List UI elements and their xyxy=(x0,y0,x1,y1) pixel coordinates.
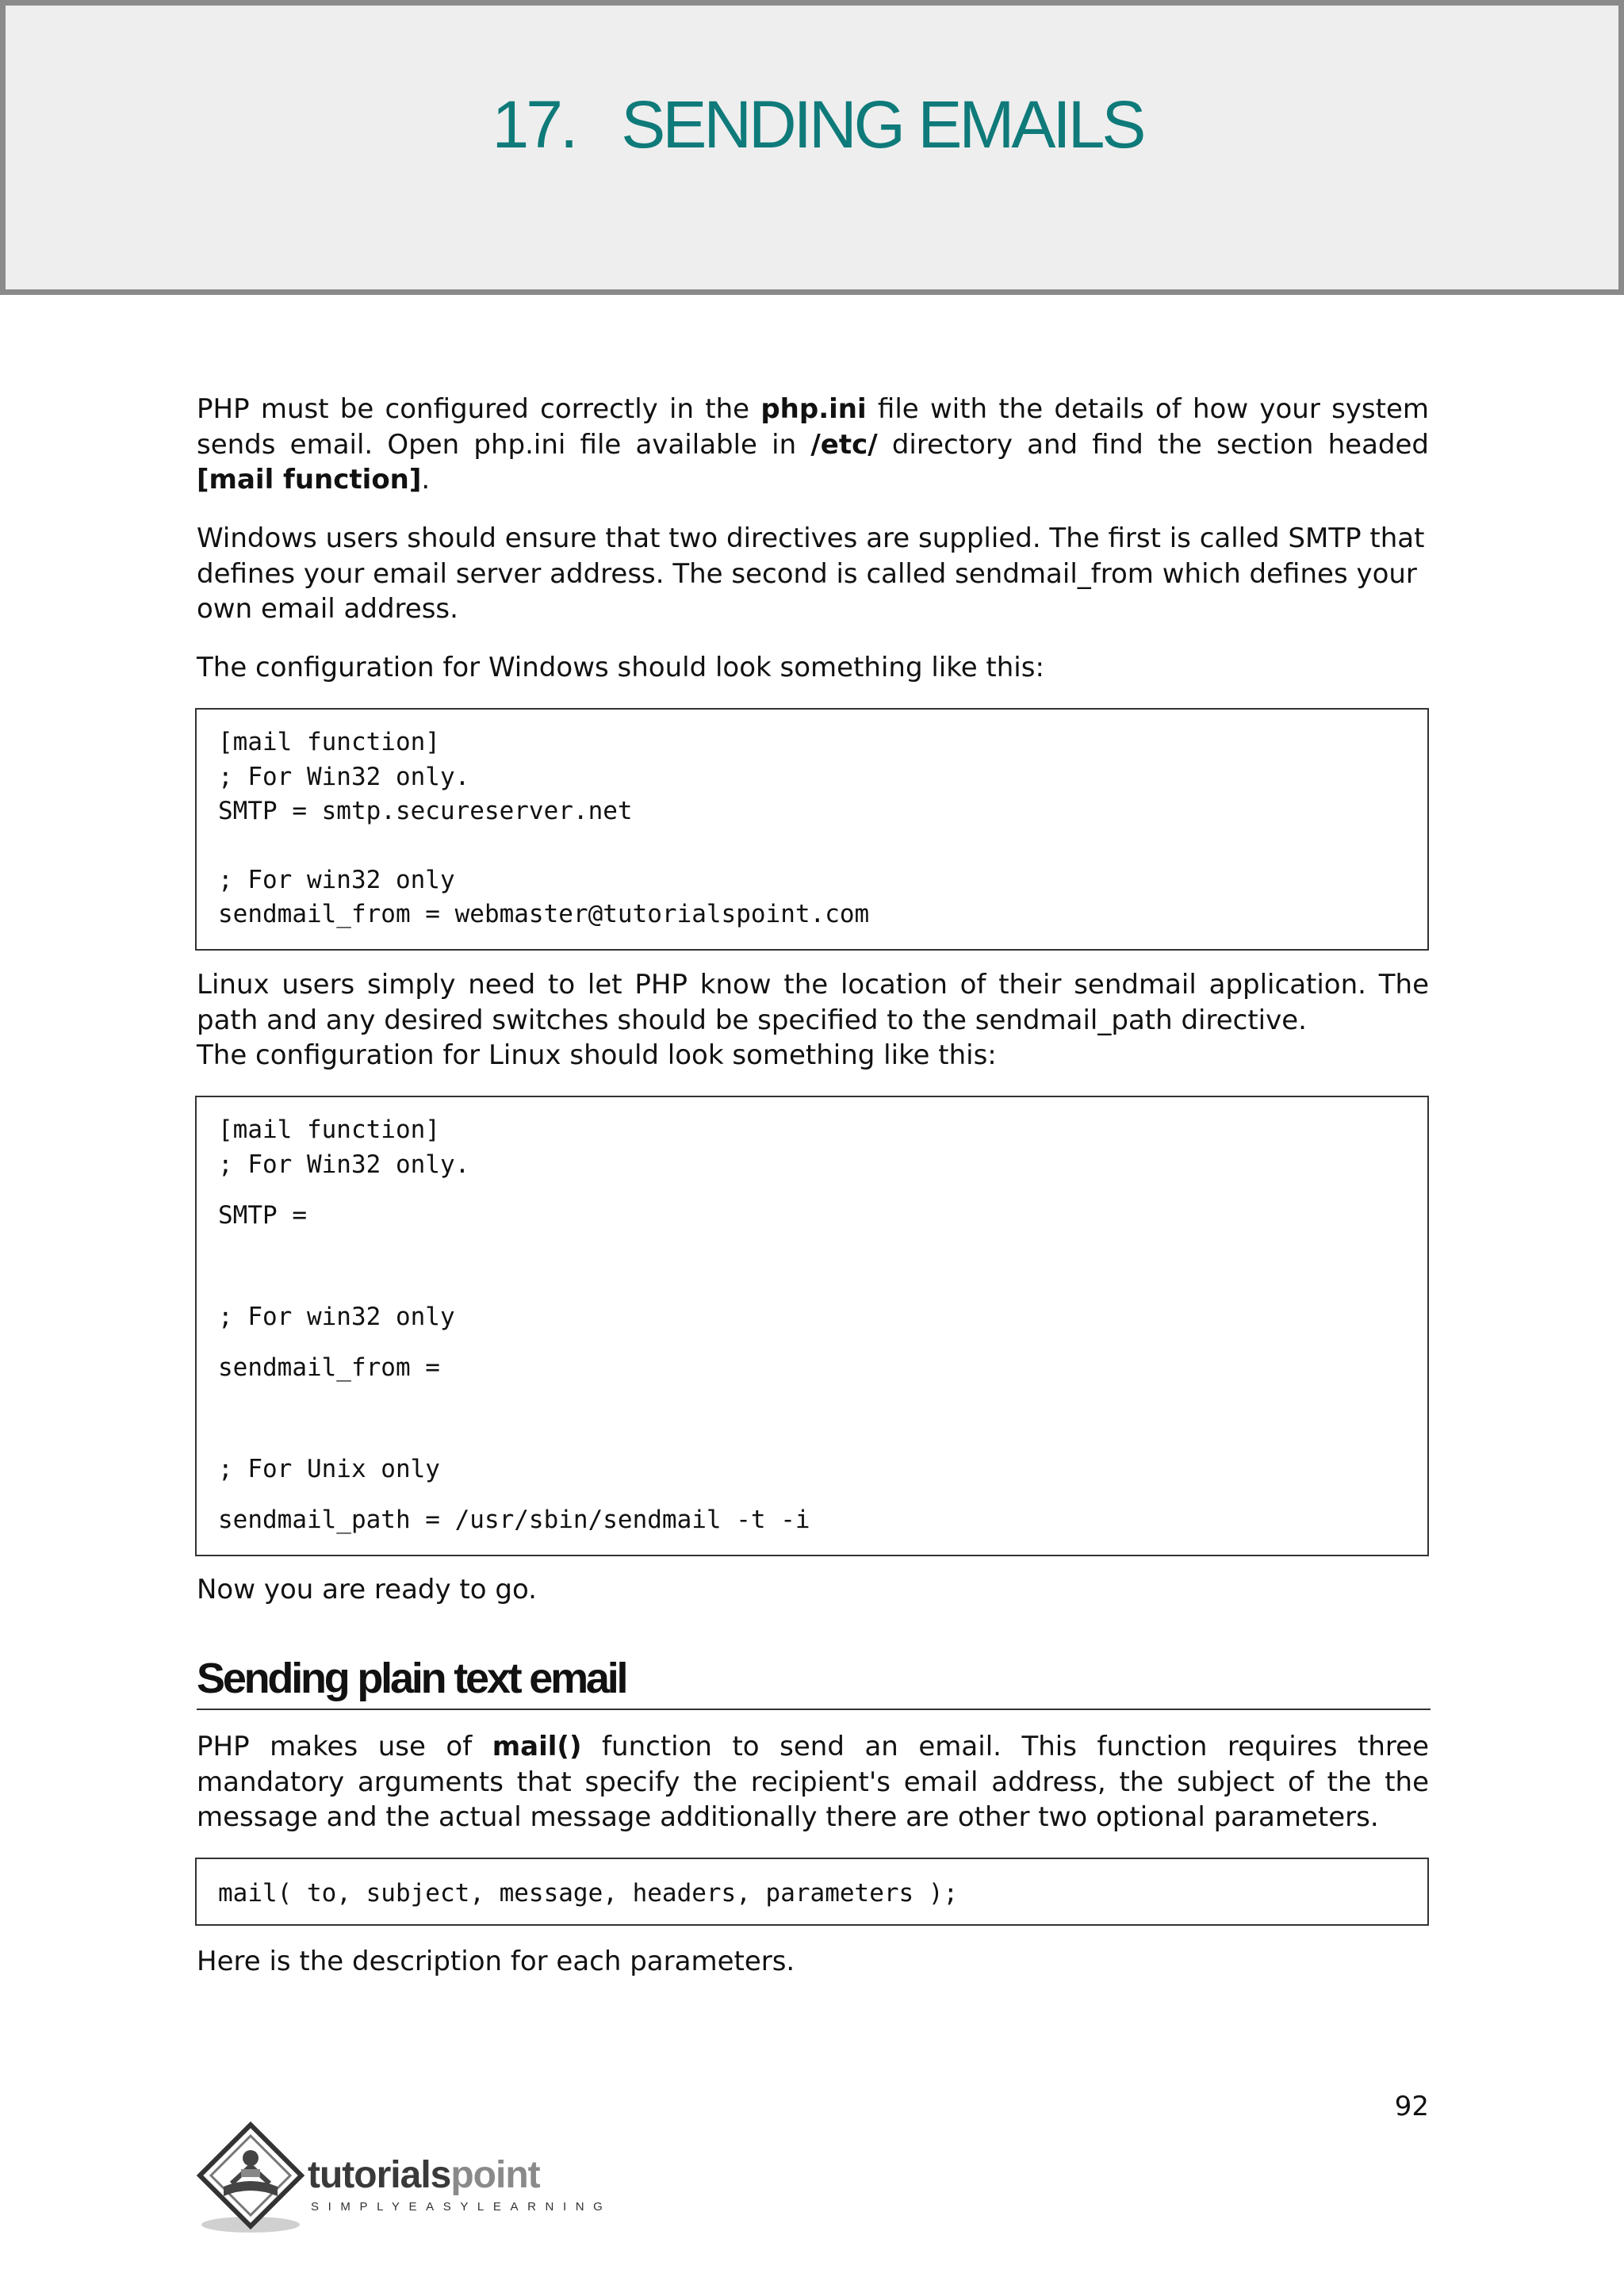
page-number: 92 xyxy=(1394,2091,1429,2122)
intro-paragraph-2: Windows users should ensure that two directives are supplied. The first is called SMTP that defines your email server address. The second is called sendmail_from which defines your own email address. xyxy=(197,522,1425,625)
php-ini-term: php.ini xyxy=(760,393,867,425)
intro-paragraph-2-block xyxy=(197,521,1429,627)
linux-config-code-block xyxy=(195,1096,1429,1556)
intro-text: . xyxy=(421,464,431,496)
code-line: ; For Win32 only. xyxy=(218,1150,470,1179)
chapter-title-text: SENDING EMAILS xyxy=(621,87,1143,162)
code-line: sendmail_from = xyxy=(218,1353,440,1382)
code-line: mail( to, subject, message, headers, parameters ); xyxy=(218,1879,959,1908)
code-line: ; For win32 only xyxy=(218,1303,455,1331)
code-line: sendmail_path = /usr/sbin/sendmail -t -i xyxy=(218,1506,810,1534)
code-line: ; For Win32 only. xyxy=(218,763,470,791)
mail-paragraph-block xyxy=(197,1729,1429,1835)
code-line: sendmail_from = webmaster@tutorialspoint.com xyxy=(218,900,870,928)
code-line: SMTP = smtp.secureserver.net xyxy=(218,797,633,825)
code-line: [mail function] xyxy=(218,1115,440,1144)
logo-tagline: SIMPLYEASYLEARNING xyxy=(311,2200,612,2214)
section-divider xyxy=(197,1709,1431,1710)
linux-paragraph-2: The configuration for Linux should look something like this: xyxy=(197,1039,997,1071)
parameters-intro-block xyxy=(197,1944,1429,1980)
section-heading: Sending plain text email xyxy=(197,1655,626,1702)
intro-paragraph-3-block xyxy=(197,650,1429,686)
linux-paragraph-block xyxy=(197,967,1429,1073)
code-line: [mail function] xyxy=(218,728,440,756)
ready-paragraph: Now you are ready to go. xyxy=(197,1574,537,1605)
mail-text: PHP makes use of xyxy=(197,1731,492,1762)
mail-function-term: [mail function] xyxy=(197,464,422,496)
linux-paragraph-1: Linux users simply need to let PHP know the location of their sendmail application. The path and any desired switches should be specified to the sendmail_path directive. xyxy=(197,969,1429,1036)
mail-function-name: mail() xyxy=(492,1731,582,1762)
intro-text: directory and find the section headed xyxy=(877,428,1429,461)
ready-paragraph-block xyxy=(197,1572,1429,1608)
code-line: ; For Unix only xyxy=(218,1455,440,1483)
code-line: ; For win32 only xyxy=(218,866,455,894)
mail-paragraph xyxy=(197,1729,1429,1835)
chapter-number: 17. xyxy=(492,87,576,162)
chapter-header xyxy=(0,0,1624,295)
windows-config-code-block xyxy=(195,708,1429,951)
chapter-title xyxy=(6,87,1624,162)
logo-emblem-icon xyxy=(195,2120,306,2239)
mail-signature-code-block xyxy=(195,1858,1429,1926)
mail-text: function to send an email. This function requires three mandatory arguments that specify the recipient's email address, the subject of the the message and the actual message additionally there are other two optional parameters. xyxy=(197,1731,1429,1833)
code-line: SMTP = xyxy=(218,1201,307,1230)
intro-paragraph-1-block xyxy=(197,392,1429,498)
logo-wordmark xyxy=(308,2156,540,2195)
intro-text: file with the details of how your system sends email. Open php.ini file available in xyxy=(197,393,1430,461)
logo-word-1: tutorials xyxy=(308,2154,451,2196)
parameters-intro: Here is the description for each parameters. xyxy=(197,1946,795,1977)
intro-paragraph-3: The configuration for Windows should look something like this: xyxy=(197,652,1044,683)
tutorialspoint-logo xyxy=(195,2120,612,2239)
etc-directory-term: /etc/ xyxy=(810,428,878,461)
logo-word-2: point xyxy=(450,2154,540,2196)
intro-paragraph-1 xyxy=(197,392,1429,498)
intro-text: PHP must be configured correctly in the xyxy=(197,393,761,425)
